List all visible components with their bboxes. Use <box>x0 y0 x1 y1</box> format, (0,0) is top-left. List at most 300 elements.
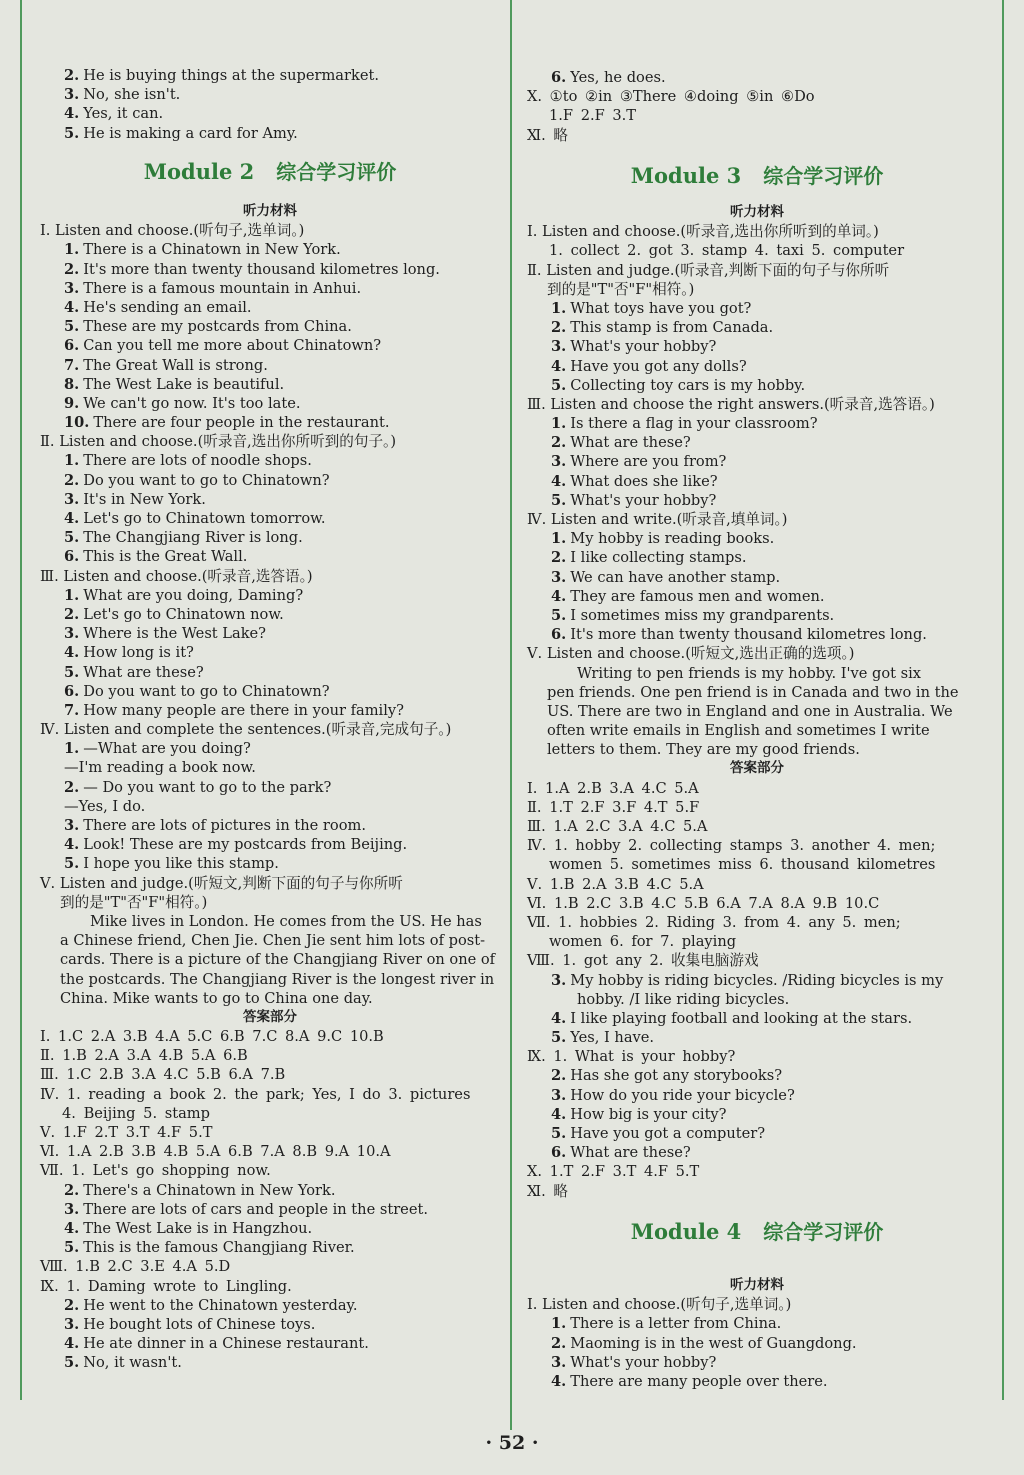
line-text: Writing to pen friends is my hobby. I've got six <box>577 664 922 682</box>
item-number: 5. <box>64 529 80 547</box>
item-number: 6. <box>64 682 80 700</box>
line-text: 听力材料 <box>730 204 784 220</box>
text-line <box>527 990 987 1009</box>
line-text: —Yes, I do. <box>64 797 146 815</box>
line-text: Have you got a computer? <box>570 1125 766 1142</box>
text-line <box>527 913 987 932</box>
line-text: Ⅰ. 1.A 2.B 3.A 4.C 5.A <box>527 779 699 797</box>
item-number: 6. <box>551 626 567 644</box>
text-line <box>527 1295 987 1314</box>
line-text: Do you want to go to Chinatown? <box>83 471 330 489</box>
line-text: Ⅶ. 1. hobbies 2. Riding 3. from 4. any 5. men; <box>527 913 901 931</box>
line-text: Ⅴ. 1.F 2.T 3.T 4.F 5.T <box>40 1124 213 1141</box>
text-line <box>40 413 500 432</box>
line-text: Ⅱ. Listen and judge.(听录音,判断下面的句子与你所听 <box>527 261 890 279</box>
line-text: Ⅱ. Listen and choose.(听录音,选出你所听到的句子。) <box>40 433 397 451</box>
text-line <box>40 720 500 739</box>
text-line <box>527 261 987 280</box>
text-line <box>40 394 500 413</box>
text-line <box>527 798 987 817</box>
text-line <box>40 317 500 336</box>
item-number: 5. <box>551 1125 567 1142</box>
item-number: 4. <box>64 298 80 316</box>
item-number: 2. <box>64 260 80 278</box>
text-line <box>527 1086 987 1105</box>
line-text: I like playing football and looking at the stars. <box>570 1009 913 1027</box>
text-line <box>527 106 987 125</box>
line-text: Ⅷ. 1.B 2.C 3.E 4.A 5.D <box>40 1258 231 1276</box>
text-line <box>40 1123 500 1142</box>
item-number: 4. <box>551 357 567 375</box>
text-line <box>527 510 987 529</box>
text-line <box>527 1353 987 1372</box>
item-number: 2. <box>64 778 80 796</box>
item-number: 2. <box>551 1067 567 1085</box>
line-text: Where is the West Lake? <box>83 625 267 643</box>
line-text: What's your hobby? <box>570 1353 717 1371</box>
item-number: 2. <box>551 434 567 452</box>
right-main-block <box>527 203 987 1201</box>
line-text: Let's go to Chinatown now. <box>83 605 284 623</box>
text-line <box>527 951 987 970</box>
text-line <box>40 893 500 912</box>
module-title: 综合学习评价 <box>763 164 884 188</box>
line-text: No, she isn't. <box>83 86 181 104</box>
line-text: Have you got any dolls? <box>570 357 747 375</box>
module-4-heading <box>527 1216 987 1245</box>
line-text: the postcards. The Changjiang River is the longest river in <box>60 970 495 988</box>
text-line <box>527 1105 987 1124</box>
text-line <box>40 124 500 143</box>
line-text: China. Mike wants to go to China one day. <box>60 989 373 1007</box>
line-text: women 6. for 7. playing <box>549 933 737 951</box>
text-line <box>527 1009 987 1028</box>
text-line <box>40 528 500 547</box>
line-text: US. There are two in England and one in Australia. We <box>547 702 953 720</box>
item-number: 8. <box>64 375 80 393</box>
line-text: What are you doing, Daming? <box>83 586 304 604</box>
item-number: 4. <box>551 472 567 490</box>
text-line <box>40 1200 500 1219</box>
line-text: Do you want to go to Chinatown? <box>83 682 330 700</box>
line-text: Ⅺ. 略 <box>527 126 569 144</box>
item-number: 4. <box>551 1372 567 1390</box>
item-number: 4. <box>551 587 567 605</box>
line-text: letters to them. They are my good friends. <box>547 741 860 759</box>
text-line <box>527 452 987 471</box>
text-line <box>40 874 500 893</box>
text-line <box>40 778 500 797</box>
text-line <box>527 222 987 241</box>
line-text: There is a famous mountain in Anhui. <box>83 279 362 297</box>
text-line <box>527 395 987 414</box>
line-text: It's in New York. <box>83 490 206 508</box>
text-line <box>40 1104 500 1123</box>
line-text: Ⅳ. Listen and complete the sentences.(听录音,完成句子。) <box>40 721 452 739</box>
text-line <box>40 1027 500 1046</box>
text-line <box>40 624 500 643</box>
text-line <box>40 970 500 989</box>
text-line <box>527 1182 987 1201</box>
text-line <box>40 1257 500 1276</box>
text-line <box>527 299 987 318</box>
item-number: 4. <box>551 1105 567 1123</box>
text-line <box>527 1124 987 1143</box>
left-main-block <box>40 202 500 1372</box>
line-text: I sometimes miss my grandparents. <box>570 606 835 624</box>
text-line <box>527 337 987 356</box>
line-text: Ⅶ. 1. Let's go shopping now. <box>40 1162 271 1180</box>
line-text: Look! These are my postcards from Beijing. <box>83 836 408 854</box>
section-title <box>40 202 500 221</box>
item-number: 10. <box>64 414 90 432</box>
text-line <box>40 1277 500 1296</box>
text-line <box>40 432 500 451</box>
text-line <box>40 1296 500 1315</box>
line-text: 1. collect 2. got 3. stamp 4. taxi 5. computer <box>549 242 905 260</box>
text-line <box>527 1314 987 1333</box>
text-line <box>40 1065 500 1084</box>
line-text: These are my postcards from China. <box>83 318 352 336</box>
line-text: 4. Beijing 5. stamp <box>62 1104 210 1122</box>
text-line <box>40 260 500 279</box>
text-line <box>40 663 500 682</box>
text-line <box>40 104 500 123</box>
module-label: Module 2 <box>143 159 255 184</box>
line-text: cards. There is a picture of the Changjiang River on one of <box>60 951 496 969</box>
text-line <box>527 779 987 798</box>
line-text: Ⅴ. 1.B 2.A 3.B 4.C 5.A <box>527 875 704 893</box>
line-text: Ⅵ. 1.B 2.C 3.B 4.C 5.B 6.A 7.A 8.A 9.B 10.C <box>527 894 880 912</box>
item-number: 4. <box>64 1335 80 1353</box>
line-text: The Changjiang River is long. <box>83 529 303 547</box>
module-3-heading <box>527 160 987 189</box>
text-line <box>527 433 987 452</box>
text-line <box>527 87 987 106</box>
item-number: 4. <box>64 105 80 123</box>
text-line <box>527 1334 987 1353</box>
item-number: 7. <box>64 701 80 719</box>
line-text: Where are you from? <box>570 453 727 471</box>
text-line <box>527 568 987 587</box>
line-text: Ⅴ. Listen and judge.(听短文,判断下面的句子与你所听 <box>40 874 403 892</box>
text-line <box>527 644 987 663</box>
item-number: 5. <box>64 124 80 142</box>
text-line <box>40 682 500 701</box>
item-number: 3. <box>551 1086 567 1104</box>
right-bottom-block <box>527 1276 987 1391</box>
item-number: 2. <box>551 319 567 337</box>
line-text: —I'm reading a book now. <box>64 759 256 777</box>
text-line <box>40 298 500 317</box>
section-title <box>527 1276 987 1295</box>
item-number: 3. <box>551 1353 567 1371</box>
line-text: What's your hobby? <box>570 491 717 509</box>
line-text: What toys have you got? <box>570 299 752 317</box>
line-text: Ⅱ. 1.T 2.F 3.F 4.T 5.F <box>527 798 700 816</box>
right-border-line <box>1002 0 1004 1400</box>
line-text: The West Lake is beautiful. <box>83 375 285 393</box>
item-number: 1. <box>64 740 80 758</box>
line-text: Ⅳ. 1. reading a book 2. the park; Yes, I do 3. pictures <box>40 1085 471 1103</box>
item-number: 6. <box>551 1144 567 1162</box>
text-line <box>40 931 500 950</box>
text-line <box>40 758 500 777</box>
line-text: This is the famous Changjiang River. <box>83 1239 355 1257</box>
line-text: 答案部分 <box>243 1008 297 1025</box>
text-line <box>527 357 987 376</box>
line-text: He is buying things at the supermarket. <box>83 67 379 84</box>
line-text: Ⅰ. Listen and choose.(听录音,选出你所听到的单词。) <box>527 223 879 241</box>
line-text: The Great Wall is strong. <box>83 356 268 374</box>
item-number: 1. <box>551 415 567 433</box>
item-number: 4. <box>64 836 80 854</box>
text-line <box>40 1334 500 1353</box>
text-line <box>527 280 987 299</box>
line-text: Yes, I have. <box>570 1029 655 1047</box>
item-number: 1. <box>64 241 80 259</box>
item-number: 1. <box>64 586 80 604</box>
line-text: I like collecting stamps. <box>570 549 747 567</box>
item-number: 5. <box>64 318 80 336</box>
line-text: 听力材料 <box>243 203 297 219</box>
line-text: He ate dinner in a Chinese restaurant. <box>83 1335 369 1353</box>
item-number: 3. <box>64 817 80 834</box>
item-number: 2. <box>64 67 80 84</box>
line-text: Ⅸ. 1. What is your hobby? <box>527 1048 736 1066</box>
item-number: 4. <box>64 644 80 662</box>
line-text: 到的是"T"否"F"相符。) <box>547 280 695 298</box>
text-line <box>40 1142 500 1161</box>
text-line <box>527 529 987 548</box>
line-text: Can you tell me more about Chinatown? <box>83 337 382 355</box>
line-text: Ⅲ. 1.A 2.C 3.A 4.C 5.A <box>527 818 708 835</box>
item-number: 5. <box>64 855 80 873</box>
line-text: What are these? <box>570 434 691 452</box>
line-text: a Chinese friend, Chen Jie. Chen Jie sent him lots of post- <box>60 932 486 950</box>
section-title <box>527 759 987 778</box>
line-text: There are lots of pictures in the room. <box>83 817 366 834</box>
text-line <box>527 1066 987 1085</box>
item-number: 3. <box>551 453 567 471</box>
line-text: women 5. sometimes miss 6. thousand kilometres <box>549 856 936 874</box>
item-number: 2. <box>64 471 80 489</box>
line-text: pen friends. One pen friend is in Canada and two in the <box>547 683 959 701</box>
text-line <box>40 1219 500 1238</box>
line-text: Ⅳ. 1. hobby 2. collecting stamps 3. another 4. men; <box>527 837 936 855</box>
column-divider <box>510 0 512 1430</box>
text-line <box>527 1028 987 1047</box>
text-line <box>527 491 987 510</box>
item-number: 2. <box>64 605 80 623</box>
line-text: He's sending an email. <box>83 298 252 316</box>
line-text: 答案部分 <box>730 760 784 777</box>
line-text: Ⅱ. 1.B 2.A 3.A 4.B 5.A 6.B <box>40 1047 248 1065</box>
line-text: I hope you like this stamp. <box>83 855 279 873</box>
text-line <box>40 586 500 605</box>
line-text: Ⅴ. Listen and choose.(听短文,选出正确的选项。) <box>527 645 855 663</box>
text-line <box>527 702 987 721</box>
line-text: There are lots of noodle shops. <box>83 452 312 470</box>
text-line <box>40 797 500 816</box>
text-line <box>40 989 500 1008</box>
item-number: 6. <box>551 69 567 86</box>
line-text: This stamp is from Canada. <box>570 319 774 337</box>
item-number: 6. <box>64 548 80 566</box>
module-title: 综合学习评价 <box>276 160 397 184</box>
text-line <box>527 855 987 874</box>
item-number: 3. <box>64 625 80 643</box>
text-line <box>40 490 500 509</box>
text-line <box>40 471 500 490</box>
line-text: What's your hobby? <box>570 338 717 356</box>
item-number: 4. <box>64 1219 80 1237</box>
page-number: · 52 · <box>485 1432 539 1454</box>
item-number: 5. <box>551 376 567 394</box>
item-number: 3. <box>551 971 567 989</box>
line-text: —What are you doing? <box>83 740 251 758</box>
item-number: 1. <box>551 1315 567 1333</box>
line-text: Ⅵ. 1.A 2.B 3.B 4.B 5.A 6.B 7.A 8.B 9.A 10.A <box>40 1143 391 1161</box>
text-line <box>527 68 987 87</box>
item-number: 3. <box>64 490 80 508</box>
line-text: What are these? <box>83 663 204 681</box>
text-line <box>40 643 500 662</box>
text-line <box>40 1238 500 1257</box>
line-text: Yes, he does. <box>570 69 666 86</box>
line-text: How many people are there in your family? <box>83 701 404 719</box>
text-line <box>40 835 500 854</box>
line-text: Ⅰ. Listen and choose.(听句子,选单词。) <box>40 222 305 240</box>
item-number: 2. <box>551 1334 567 1352</box>
line-text: often write emails in English and sometimes I write <box>547 722 930 740</box>
text-line <box>527 664 987 683</box>
line-text: — Do you want to go to the park? <box>83 778 332 796</box>
line-text: Ⅸ. 1. Daming wrote to Lingling. <box>40 1277 292 1295</box>
text-line <box>40 1353 500 1372</box>
text-line <box>527 587 987 606</box>
text-line <box>527 1047 987 1066</box>
text-line <box>40 701 500 720</box>
line-text: Maoming is in the west of Guangdong. <box>570 1334 857 1352</box>
line-text: There are lots of cars and people in the street. <box>83 1200 428 1218</box>
item-number: 5. <box>64 663 80 681</box>
item-number: 5. <box>551 1029 567 1047</box>
text-line <box>527 414 987 433</box>
text-line <box>527 548 987 567</box>
item-number: 2. <box>551 549 567 567</box>
item-number: 3. <box>64 279 80 297</box>
line-text: They are famous men and women. <box>570 587 825 605</box>
line-text: There are many people over there. <box>570 1372 828 1390</box>
text-line <box>40 1181 500 1200</box>
item-number: 1. <box>551 530 567 548</box>
item-number: 5. <box>64 1239 80 1257</box>
line-text: My hobby is riding bicycles. /Riding bicycles is my <box>570 971 944 989</box>
text-line <box>40 1161 500 1180</box>
text-line <box>527 606 987 625</box>
text-line <box>40 356 500 375</box>
text-line <box>40 1315 500 1334</box>
line-text: He bought lots of Chinese toys. <box>83 1315 316 1333</box>
item-number: 7. <box>64 356 80 374</box>
line-text: There is a letter from China. <box>570 1315 782 1333</box>
item-number: 4. <box>551 1009 567 1027</box>
item-number: 2. <box>64 1181 80 1199</box>
line-text: My hobby is reading books. <box>570 530 775 548</box>
line-text: Ⅹ. ①to ②in ③There ④doing ⑤in ⑥Do <box>527 88 815 106</box>
text-line <box>40 950 500 969</box>
section-title <box>527 203 987 222</box>
text-line <box>527 932 987 951</box>
item-number: 3. <box>64 1315 80 1333</box>
text-line <box>527 241 987 260</box>
line-text: There is a Chinatown in New York. <box>83 241 341 259</box>
text-line <box>40 85 500 104</box>
item-number: 3. <box>64 86 80 104</box>
text-line <box>527 875 987 894</box>
text-line <box>527 318 987 337</box>
line-text: Ⅲ. Listen and choose the right answers.(听录音,选答语。) <box>527 395 935 413</box>
line-text: Collecting toy cars is my hobby. <box>570 376 806 394</box>
item-number: 5. <box>551 491 567 509</box>
line-text: Ⅳ. Listen and write.(听录音,填单词。) <box>527 511 788 528</box>
text-line <box>40 66 500 85</box>
line-text: How big is your city? <box>570 1105 727 1123</box>
module-2-heading <box>40 156 500 185</box>
text-line <box>40 375 500 394</box>
line-text: What are these? <box>570 1144 691 1162</box>
line-text: There's a Chinatown in New York. <box>83 1181 336 1199</box>
item-number: 6. <box>64 337 80 355</box>
line-text: Ⅰ. Listen and choose.(听句子,选单词。) <box>527 1296 792 1314</box>
line-text: Has she got any storybooks? <box>570 1067 783 1085</box>
line-text: Yes, it can. <box>83 105 164 123</box>
section-title <box>40 1008 500 1027</box>
text-line <box>40 1046 500 1065</box>
line-text: It's more than twenty thousand kilometres long. <box>83 260 440 278</box>
line-text: He went to the Chinatown yesterday. <box>83 1296 358 1314</box>
line-text: Ⅰ. 1.C 2.A 3.B 4.A 5.C 6.B 7.C 8.A 9.C 10.B <box>40 1028 384 1046</box>
line-text: How do you ride your bicycle? <box>570 1086 795 1104</box>
text-line <box>40 567 500 586</box>
text-line <box>527 971 987 990</box>
item-number: 5. <box>64 1354 80 1372</box>
text-line <box>527 376 987 395</box>
text-line <box>40 739 500 758</box>
item-number: 3. <box>64 1200 80 1218</box>
item-number: 2. <box>64 1296 80 1314</box>
text-line <box>40 336 500 355</box>
line-text: Ⅲ. Listen and choose.(听录音,选答语。) <box>40 567 313 585</box>
text-line <box>40 1085 500 1104</box>
line-text: 1.F 2.F 3.T <box>549 107 637 125</box>
text-line <box>40 509 500 528</box>
line-text: This is the Great Wall. <box>83 548 248 566</box>
line-text: Ⅹ. 1.T 2.F 3.T 4.F 5.T <box>527 1163 700 1181</box>
left-border-line <box>20 0 22 1400</box>
line-text: No, it wasn't. <box>83 1354 182 1372</box>
line-text: We can't go now. It's too late. <box>83 394 301 412</box>
line-text: Mike lives in London. He comes from the US. He has <box>90 912 482 930</box>
text-line <box>527 683 987 702</box>
line-text: Ⅲ. 1.C 2.B 3.A 4.C 5.B 6.A 7.B <box>40 1066 286 1084</box>
text-line <box>527 836 987 855</box>
item-number: 5. <box>551 606 567 624</box>
left-top-block <box>40 66 500 143</box>
text-line <box>527 126 987 145</box>
line-text: Let's go to Chinatown tomorrow. <box>83 510 326 527</box>
